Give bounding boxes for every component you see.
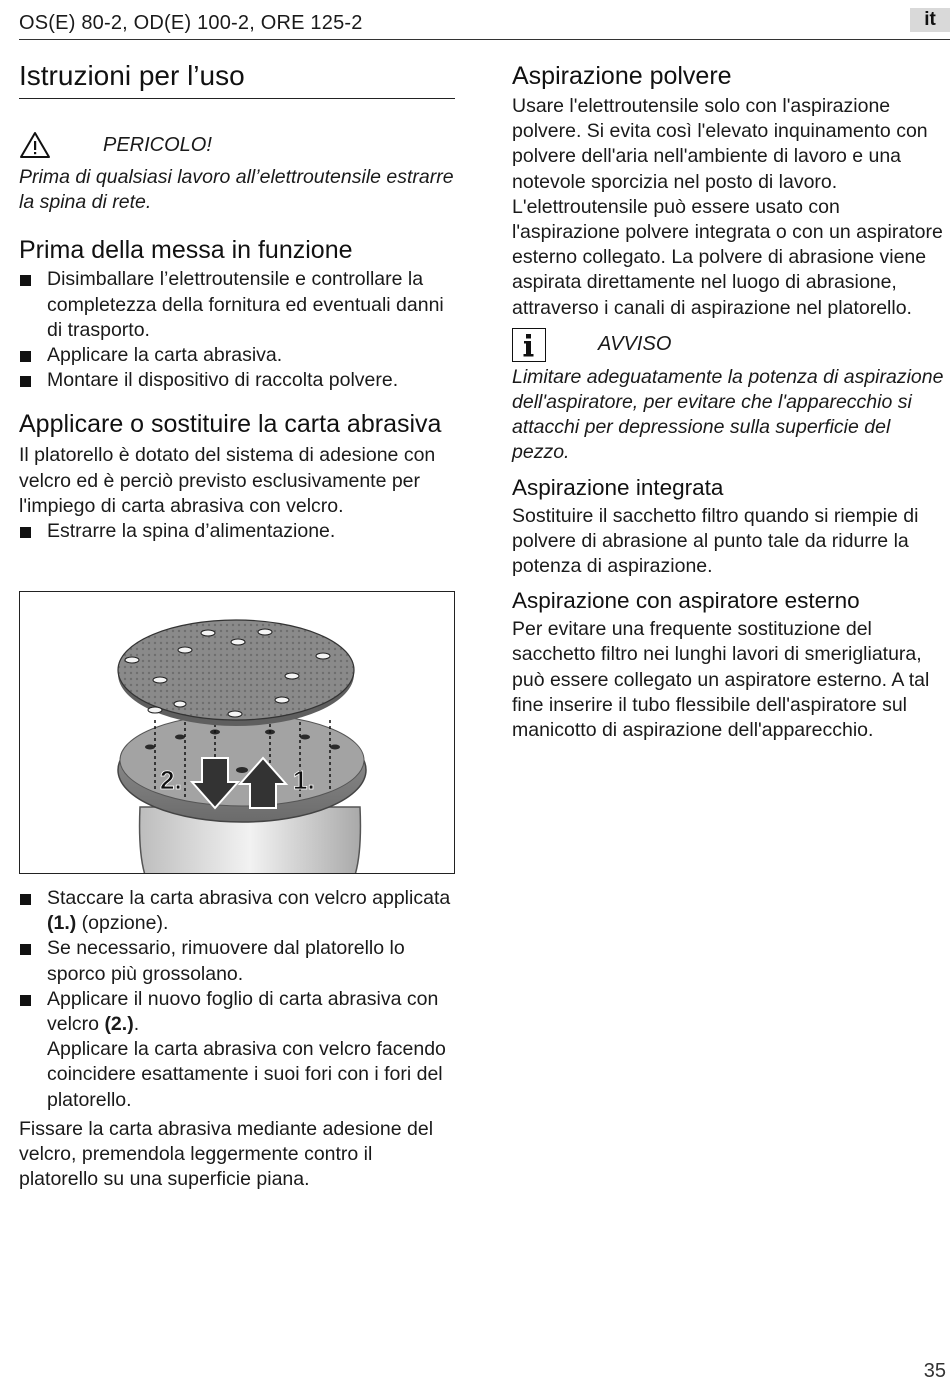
model-title: OS(E) 80-2, OD(E) 100-2, ORE 125-2 bbox=[19, 12, 363, 34]
list-item: Se necessario, rimuovere dal platorello lo sporco più grossolano. bbox=[19, 936, 455, 986]
notice-label: AVVISO bbox=[598, 333, 672, 356]
info-icon bbox=[512, 328, 546, 362]
left-column-bottom bbox=[19, 886, 455, 1192]
bullet-square-icon bbox=[20, 944, 31, 955]
step-2-label: 2. bbox=[160, 765, 182, 795]
notice-text: Limitare adeguatamente la potenza di aspirazione dell'aspiratore, per evitare che l'apparecchio si attacchi per depressione sulla superficie del pezzo. bbox=[512, 365, 944, 464]
velcro-text: Il platorello è dotato del sistema di adesione con velcro ed è perciò previsto esclusivamente per l'impiego di carta abrasiva con velcro. bbox=[19, 444, 436, 517]
section-heading-aspirazione: Aspirazione polvere bbox=[512, 62, 732, 90]
page-header bbox=[19, 8, 950, 40]
section-heading-prima-della-messa: Prima della messa in funzione bbox=[19, 236, 353, 265]
bullet-square-icon bbox=[20, 376, 31, 387]
subheading-aspirazione-integrata: Aspirazione integrata bbox=[512, 474, 724, 500]
page-number: 35 bbox=[923, 1360, 946, 1382]
left-column bbox=[19, 58, 455, 544]
bullet-square-icon bbox=[20, 894, 31, 905]
step-1-label: 1. bbox=[293, 765, 315, 795]
aspirazione-text: Usare l'elettroutensile solo con l'aspirazione polvere. Si evita così l'elevato inquinamento con polvere dell'aria nell'ambiente di lavoro e una notevole sporcizia nel posto di lavoro. L'elettroutensile può essere usato con l'aspirazione polvere integrata o con un aspiratore esterno collegato. La polvere di abrasione viene aspirata direttamente nel luogo di abrasione, attraverso i canali di aspirazione nel platorello. bbox=[512, 95, 943, 319]
list-item: Estrarre la spina d’alimentazione. bbox=[19, 519, 455, 544]
bullet-square-icon bbox=[20, 527, 31, 538]
section-heading-applicare-carta: Applicare o sostituire la carta abrasiva bbox=[19, 410, 442, 439]
list-item: Staccare la carta abrasiva con velcro applicata (1.) (opzione). bbox=[19, 886, 455, 936]
esterno-text: Per evitare una frequente sostituzione del sacchetto filtro nei lunghi lavori di smerigliatura, può essere collegato un aspiratore esterno. A tal fine inserire il tubo flessibile dell'aspiratore sul manicotto di aspirazione dell'apparecchio. bbox=[512, 618, 930, 742]
danger-notice bbox=[19, 129, 455, 161]
language-badge: it bbox=[910, 8, 950, 32]
bullet-square-icon bbox=[20, 351, 31, 362]
list-item: Applicare il nuovo foglio di carta abrasiva con velcro (2.). Applicare la carta abrasiva con velcro facendo coincidere esattamente i suoi fori con i fori del platorello. bbox=[19, 987, 455, 1113]
notice-box bbox=[512, 327, 948, 363]
danger-label: PERICOLO! bbox=[103, 133, 212, 156]
sanding-pad-illustration bbox=[19, 591, 455, 874]
sanding-pad-drawing bbox=[20, 592, 455, 874]
page-title: Istruzioni per l’uso bbox=[19, 58, 455, 99]
right-column bbox=[512, 58, 948, 743]
warning-triangle-icon bbox=[19, 131, 51, 159]
bullet-square-icon bbox=[20, 995, 31, 1006]
closing-text: Fissare la carta abrasiva mediante adesione del velcro, premendola leggermente contro il platorello su una superficie piana. bbox=[19, 1117, 434, 1191]
subheading-aspiratore-esterno: Aspirazione con aspiratore esterno bbox=[512, 588, 860, 614]
prep-list bbox=[19, 267, 455, 393]
integrata-text: Sostituire il sacchetto filtro quando si riempie di polvere di abrasione al punto tale da ridurre la potenza di aspirazione. bbox=[512, 504, 919, 578]
unplug-list bbox=[19, 519, 455, 544]
list-item: Applicare la carta abrasiva. bbox=[19, 343, 455, 368]
steps-list bbox=[19, 886, 455, 1113]
list-item: Montare il dispositivo di raccolta polvere. bbox=[19, 368, 455, 393]
danger-text: Prima di qualsiasi lavoro all’elettroutensile estrarre la spina di rete. bbox=[19, 166, 454, 214]
bullet-square-icon bbox=[20, 275, 31, 286]
step-3-extra: Applicare la carta abrasiva con velcro facendo coincidere esattamente i suoi fori con i fori del platorello. bbox=[47, 1038, 446, 1111]
list-item: Disimballare l’elettroutensile e controllare la completezza della fornitura ed eventuali danni di trasporto. bbox=[19, 267, 455, 343]
